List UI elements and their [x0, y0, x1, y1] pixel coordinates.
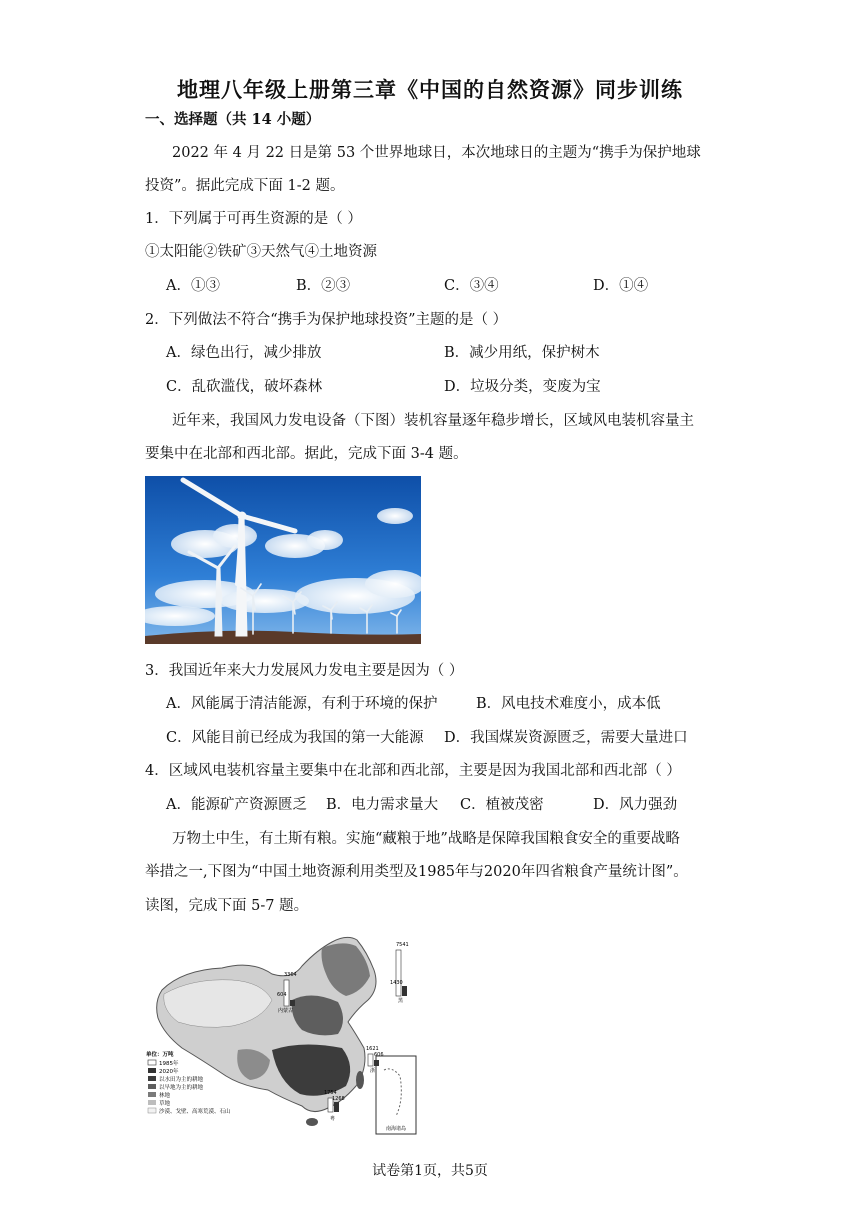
- intro-paragraph-3-line-3: 读图，完成下面 5-7 题。: [145, 898, 309, 914]
- section-heading: 一、选择题（共 14 小题）: [145, 111, 321, 128]
- bar-value-1985: 604: [277, 992, 287, 998]
- q3-option-b: B．风电技术难度小，成本低: [476, 696, 661, 712]
- q2-option-b: B．减少用纸，保护树木: [444, 345, 600, 361]
- intro-paragraph-3-line-2: 举措之一,下图为“中国土地资源利用类型及1985年与2020年四省粮食产量统计图”。: [145, 864, 688, 880]
- q4-option-d: D．风力强劲: [593, 797, 678, 813]
- q1-option-c: C．③④: [444, 278, 499, 294]
- intro-paragraph-1-line-2: 投资”。据此完成下面 1-2 题。: [145, 178, 345, 194]
- q1-option-d: D．①④: [593, 278, 649, 294]
- china-land-use-map: [142, 930, 424, 1140]
- legend-item: 以旱地为主的耕地: [159, 1085, 204, 1091]
- page-footer: 试卷第1页，共5页: [372, 1163, 488, 1179]
- bar-label: 黑: [398, 998, 404, 1004]
- bar-label: 粤: [330, 1116, 336, 1122]
- q3-option-c: C．风能目前已经成为我国的第一大能源: [166, 730, 424, 746]
- wind-turbine-photo: [145, 476, 421, 644]
- legend-item: 2020年: [159, 1069, 179, 1075]
- legend-title: 单位：万吨: [146, 1052, 174, 1058]
- page-title: 地理八年级上册第三章《中国的自然资源》同步训练: [177, 77, 683, 102]
- legend-item: 林地: [159, 1093, 171, 1099]
- bar-value-1985: 1621: [366, 1046, 379, 1052]
- bar-value-2020: 1268: [332, 1096, 345, 1102]
- q1-option-b: B．②③: [296, 278, 351, 294]
- intro-paragraph-2-line-1: 近年来，我国风力发电设备（下图）装机容量逐年稳步增长，区域风电装机容量主: [172, 413, 694, 429]
- q1-option-a: A．①③: [166, 278, 220, 294]
- legend-item: 1985年: [159, 1061, 179, 1067]
- question-1-stem: 1．下列属于可再生资源的是（ ）: [145, 211, 362, 227]
- inset-label: 南海诸岛: [385, 1126, 407, 1132]
- bar-value-2020: 3364: [284, 972, 297, 978]
- bar-group-heilongjiang: [390, 942, 409, 1004]
- q2-option-a: A．绿色出行，减少排放: [166, 345, 322, 361]
- q4-option-b: B．电力需求量大: [326, 797, 439, 813]
- bar-value-1985: 1754: [324, 1090, 337, 1096]
- question-1-items: ①太阳能②铁矿③天然气④土地资源: [145, 244, 377, 260]
- q4-option-a: A．能源矿产资源匮乏: [166, 797, 307, 813]
- question-2-stem: 2．下列做法不符合“携手为保护地球投资”主题的是（ ）: [145, 312, 508, 328]
- intro-paragraph-3-line-1: 万物土中生，有土斯有粮。实施“藏粮于地”战略是保障我国粮食安全的重要战略: [172, 831, 680, 847]
- bar-value-1985: 1430: [390, 980, 403, 986]
- bar-value-2020: 606: [374, 1052, 384, 1058]
- q4-option-c: C．植被茂密: [460, 797, 544, 813]
- legend-item: 沙漠、戈壁、高寒荒漠、石山: [159, 1109, 231, 1115]
- bar-label: 浙: [370, 1068, 376, 1074]
- intro-paragraph-2-line-2: 要集中在北部和西北部。据此，完成下面 3-4 题。: [145, 446, 468, 462]
- legend-item: 以水田为主的耕地: [159, 1077, 204, 1083]
- q2-option-c: C．乱砍滥伐，破坏森林: [166, 379, 323, 395]
- question-4-stem: 4．区域风电装机容量主要集中在北部和西北部，主要是因为我国北部和西北部（ ）: [145, 763, 681, 779]
- q3-option-a: A．风能属于清洁能源，有利于环境的保护: [166, 696, 438, 712]
- q2-option-d: D．垃圾分类，变废为宝: [444, 379, 601, 395]
- bar-label: 内蒙古: [278, 1008, 294, 1014]
- intro-paragraph-1-line-1: 2022 年 4 月 22 日是第 53 个世界地球日，本次地球日的主题为“携手为保护地球: [172, 145, 701, 161]
- q3-option-d: D．我国煤炭资源匮乏，需要大量进口: [444, 730, 688, 746]
- question-3-stem: 3．我国近年来大力发展风力发电主要是因为（ ）: [145, 663, 464, 679]
- bar-value-2020: 7541: [396, 942, 409, 948]
- legend-item: 草地: [159, 1101, 171, 1107]
